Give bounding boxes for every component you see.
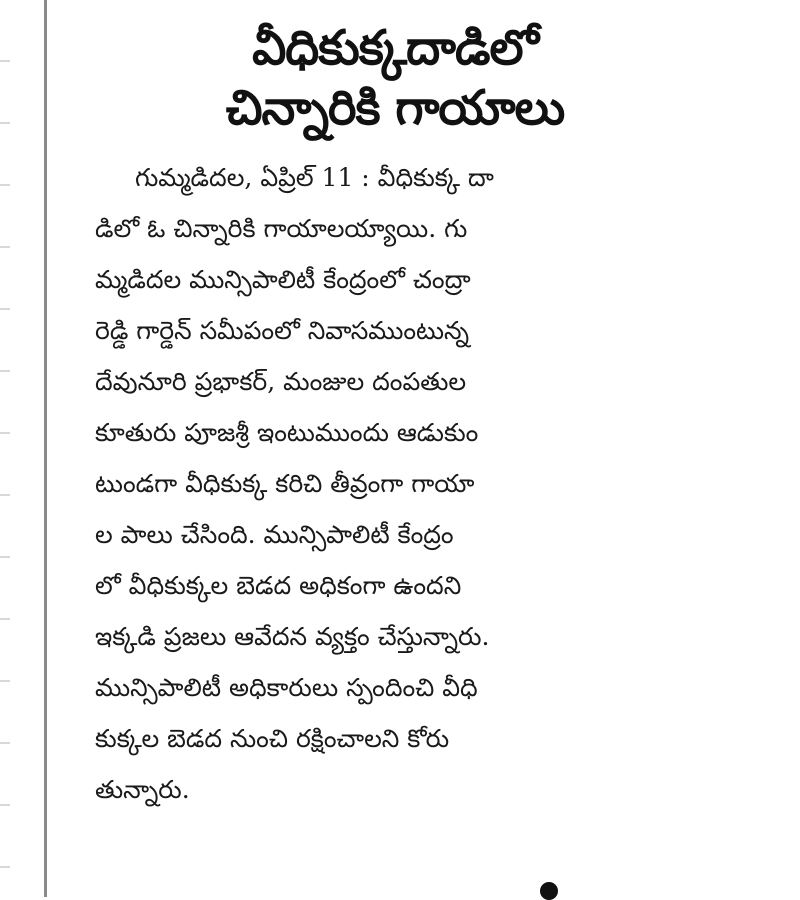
body-line: తున్నారు. xyxy=(95,775,190,804)
body-line: మున్సిపాలిటీ అధికారులు స్పందించి వీధి xyxy=(95,673,478,702)
body-line: కూతురు పూజశ్రీ ఇంటుముందు ఆడుకుం xyxy=(95,418,479,447)
next-article-fragment xyxy=(540,882,558,900)
headline-line-1: వీధికుక్కదాడిలో xyxy=(252,20,538,76)
body-line: డిలో ఓ చిన్నారికి గాయాలయ్యాయి. గు xyxy=(95,214,468,243)
body-line: దేవునూరి ప్రభాకర్, మంజుల దంపతుల xyxy=(95,367,467,396)
news-article xyxy=(95,18,695,815)
body-line: కుక్కల బెడద నుంచి రక్షించాలని కోరు xyxy=(95,724,450,753)
body-line: టుండగా వీధికుక్క కరిచి తీవ్రంగా గాయా xyxy=(95,469,475,498)
column-divider xyxy=(44,0,47,897)
body-line: ఇక్కడి ప్రజలు ఆవేదన వ్యక్తం చేస్తున్నారు. xyxy=(95,622,490,651)
headline-line-2: చిన్నారికి గాయాలు xyxy=(225,80,565,136)
body-line: ల పాలు చేసింది. మున్సిపాలిటీ కేంద్రం xyxy=(95,520,454,549)
article-headline xyxy=(95,18,695,138)
body-line: గుమ్మడిదల, ఏప్రిల్ 11 : వీధికుక్క దా xyxy=(135,163,494,192)
body-line: రెడ్డి గార్డెన్ సమీపంలో నివాసముంటున్న xyxy=(95,316,469,345)
body-line: మ్మడిదల మున్సిపాలిటీ కేంద్రంలో చంద్రా xyxy=(95,265,471,294)
article-body xyxy=(95,152,695,815)
body-line: లో వీధికుక్కల బెడద అధికంగా ఉందని xyxy=(95,571,462,600)
page-margin xyxy=(0,0,10,897)
